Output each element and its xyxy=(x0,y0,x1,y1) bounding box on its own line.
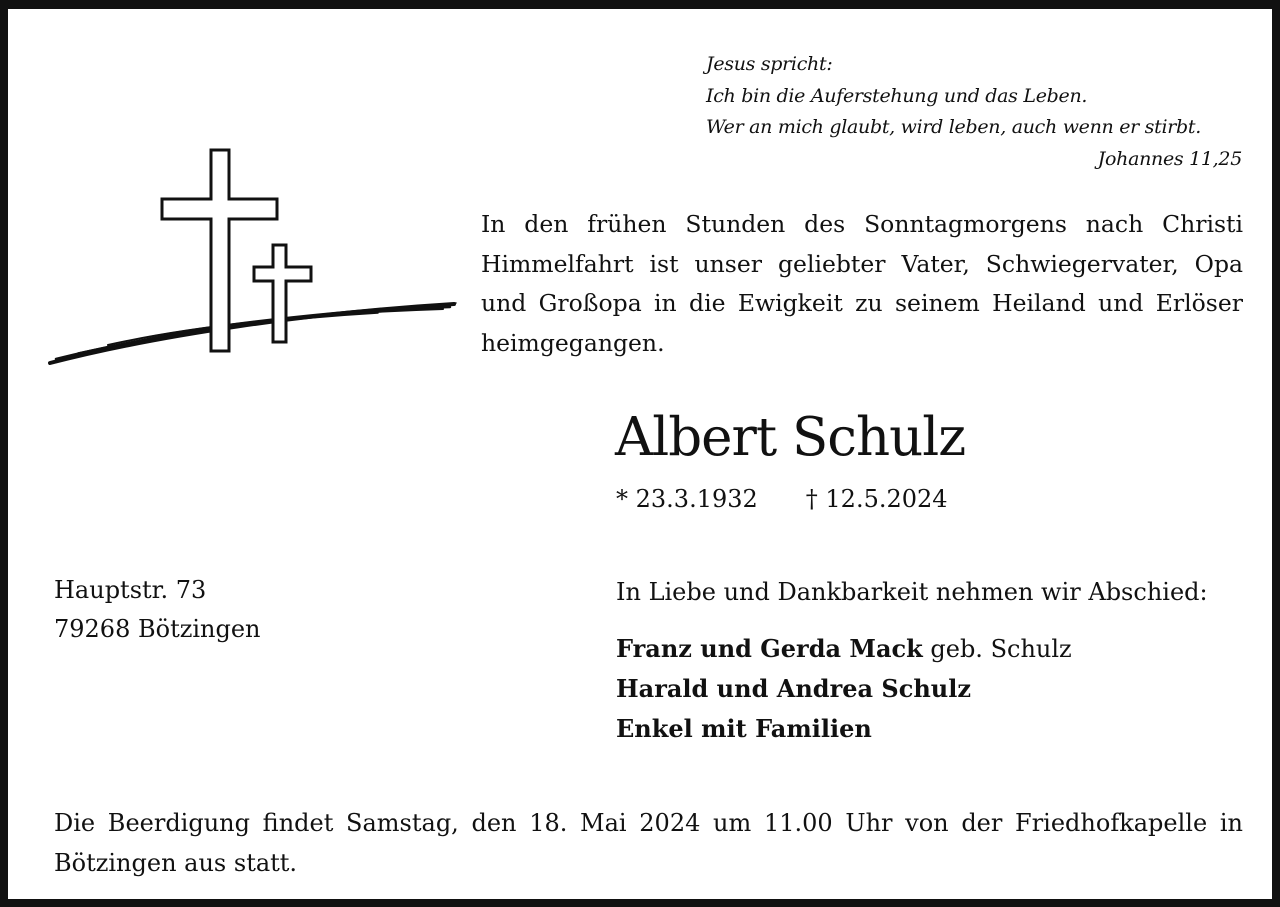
bible-verse xyxy=(706,49,1242,175)
death-date: † 12.5.2024 xyxy=(805,485,948,513)
farewell-line: In Liebe und Dankbarkeit nehmen wir Abschied: xyxy=(616,578,1208,606)
mourner-names: Franz und Gerda Mack xyxy=(616,634,923,663)
verse-line-3: Wer an mich glaubt, wird leben, auch wenn er stirbt. xyxy=(706,116,1201,138)
mourner-row xyxy=(616,669,1072,709)
funeral-announcement: Die Beerdigung findet Samstag, den 18. Mai 2024 um 11.00 Uhr von der Friedhofkapelle in Bötzingen aus statt. xyxy=(54,809,1243,877)
mourner-names: Enkel mit Familien xyxy=(616,714,872,743)
birth-date: * 23.3.1932 xyxy=(616,485,758,513)
mourners-list xyxy=(616,629,1072,749)
deceased-name: Albert Schulz xyxy=(615,407,966,468)
address-street: Hauptstr. 73 xyxy=(54,576,207,604)
mourner-row xyxy=(616,709,1072,749)
verse-reference: Johannes 11,25 xyxy=(1097,147,1242,170)
verse-line-2: Ich bin die Auferstehung und das Leben. xyxy=(706,84,1088,107)
address-city: 79268 Bötzingen xyxy=(54,615,261,643)
mourner-suffix: geb. Schulz xyxy=(922,635,1072,663)
mourner-row xyxy=(616,629,1072,669)
family-address xyxy=(54,571,261,649)
life-dates xyxy=(616,481,948,517)
verse-line-1: Jesus spricht: xyxy=(706,53,833,75)
intro-paragraph: In den frühen Stunden des Sonntagmorgens nach Christi Himmelfahrt ist unser geliebter Vater, Schwiegervater, Opa und Großopa in die Ewigkeit zu seinem Heiland und Erlöser heimgegangen. xyxy=(481,210,1243,357)
two-crosses-on-hill-icon xyxy=(48,147,458,372)
mourner-names: Harald und Andrea Schulz xyxy=(616,674,971,703)
